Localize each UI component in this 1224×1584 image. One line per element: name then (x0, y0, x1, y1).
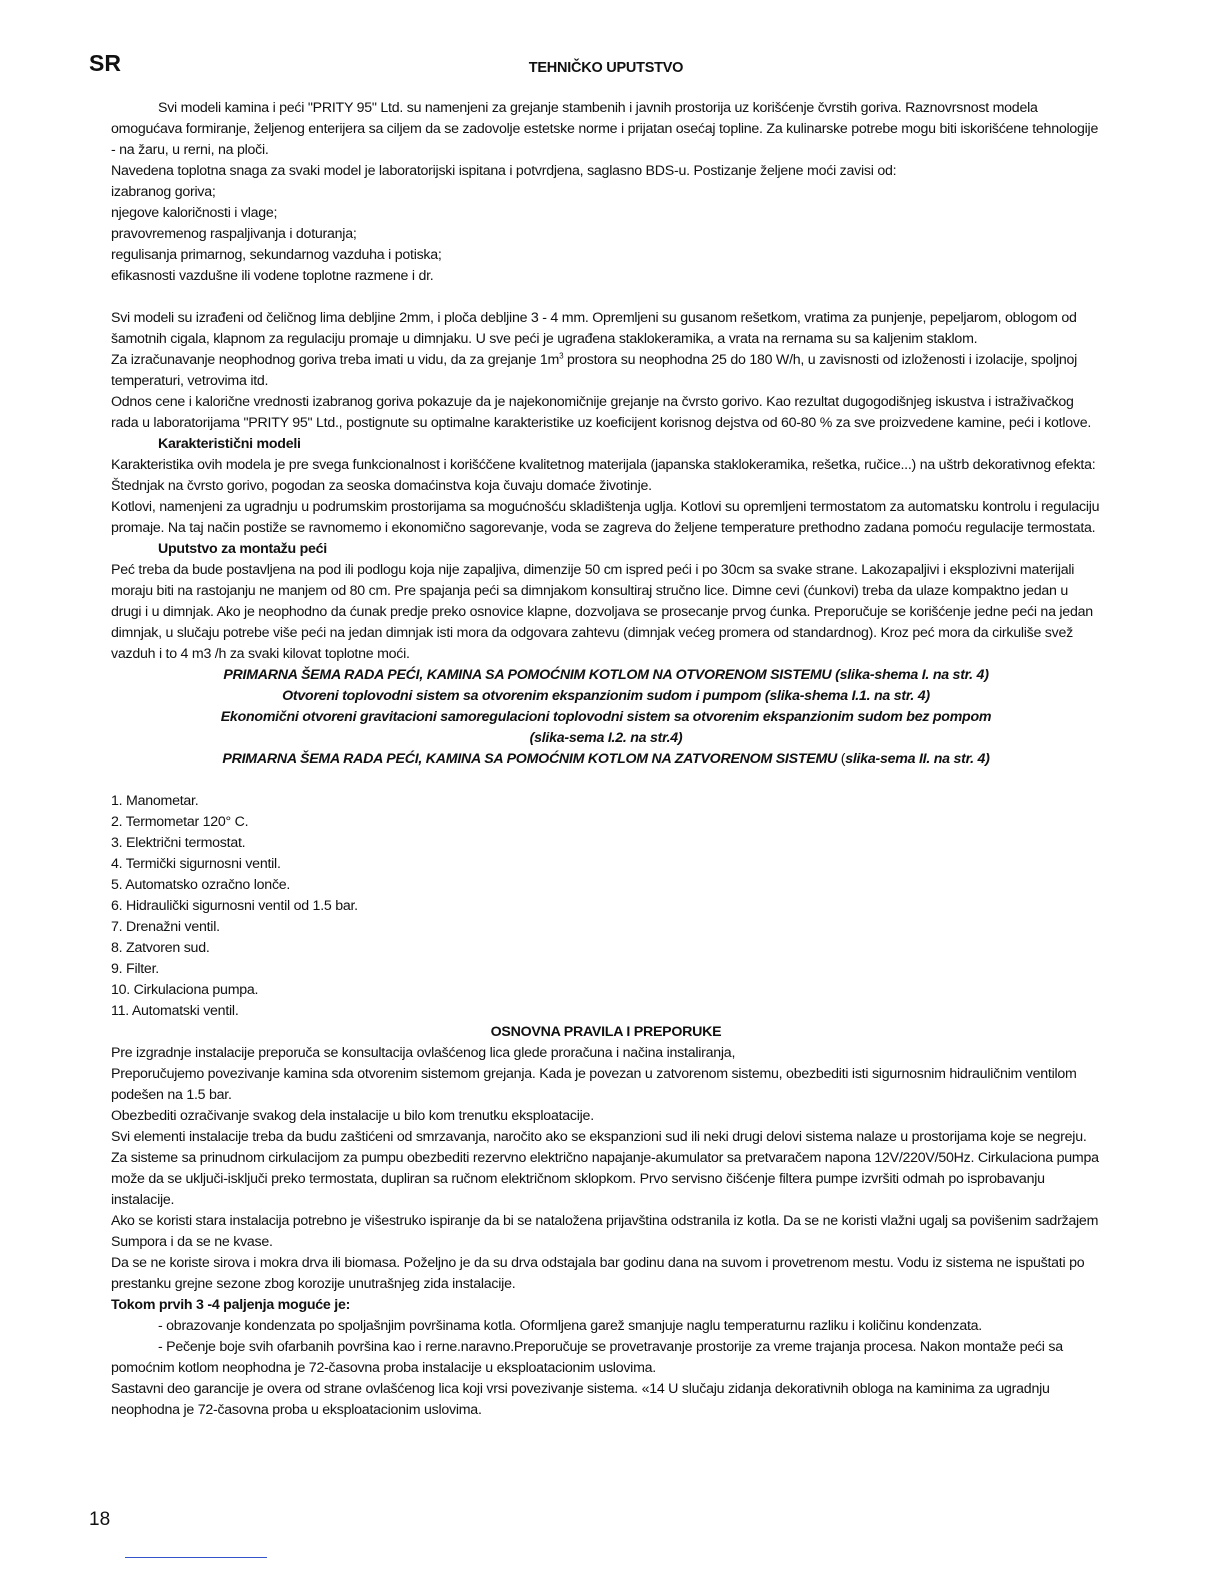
installation-paragraph: Peć treba da bude postavljena na pod ili podlogu koja nije zapaljiva, dimenzije 50 cm ispred peći i po 30cm sa svake strane. Lakozapaljivi i eksplozivni materijali moraju biti na rastojanju ne manjem od 80 cm. Pre spajanja peći sa dimnjakom konsultiraj stručno lice. Dimne cevi (ćunkovi) treba da ulaze kompaktno jedan u drugi i u dimnjak. Ako je neophodno da ćunak predje preko osnovice klapne, dozvoljava se prosecanje prvog ćunka. Preporučuje se korišćenje jedne peći na jedan dimnjak, u slučaju potrebe više peći na jedan dimnjak isti mora da odgovara zahtevu (dimnjak većeg promera od standardnog). Kroz peć mora da cirkuliše svež vazduh i to 4 m3 /h za svaki kilovat toplotne moći. (111, 562, 1093, 662)
intro-paragraph-2: Navedena toplotna snaga za svaki model je laboratorijski ispitana i potvrdjena, saglasno BDS-u. Postizanje željene moći zavisi od: (111, 163, 897, 179)
language-code: SR (89, 50, 121, 76)
scheme-references (111, 665, 1101, 770)
scheme-line-text: PRIMARNA ŠEMA RADA PEĆI, KAMINA SA POMOĆNIM KOTLOM NA ZATVORENOM SISTEMU (222, 751, 838, 767)
footer-divider (125, 1557, 267, 1558)
list-item: 6. Hidraulički sigurnosni ventil od 1.5 bar. (111, 898, 358, 914)
models-paragraph-2: Štednjak na čvrsto gorivo, pogodan za seoska domaćinstva koja čuvaju domaće životinje. (111, 478, 652, 494)
list-item: 9. Filter. (111, 961, 159, 977)
list-item: 4. Termički sigurnosni ventil. (111, 856, 281, 872)
components-list (111, 791, 1101, 1022)
scheme-line: (slika-sema I.2. na str.4) (529, 730, 683, 746)
scheme-line-text: slika-sema II. na str. 4) (845, 751, 990, 767)
list-item: 10. Cirkulaciona pumpa. (111, 982, 259, 998)
scheme-line-paren: ( (837, 751, 846, 767)
document-body (111, 58, 1101, 1421)
construction-paragraph-3: Odnos cene i kalorične vrednosti izabranog goriva pokazuje da je najekonomičnije grejanje na čvrsto gorivo. Kao rezultat dugogodišnjeg iskustva i istraživačkog rada u laboratorijama "PRITY 95" Ltd., postignute su optimalne karakteristike uz koeficijent korisnog dejstva od 60-80 % za sve proizvedene kamine, peći i kotlove. (111, 394, 1092, 431)
scheme-line (111, 749, 1101, 770)
factor-item: efikasnosti vazdušne ili vodene toplotne razmene i dr. (111, 268, 434, 284)
cubic-superscript: 3 (559, 351, 564, 361)
models-paragraph-3: Kotlovi, namenjeni za ugradnju u podrumskim prostorijama sa mogućnošću skladištenja uglja. Kotlovi su opremljeni termostatom za automatsku kontrolu i regulaciju promaje. Na taj način postiže se ravnomemo i ekonomično sagorevanje, voda se zagreva do željene temperature prethodno zadana pomoću regulacije termostata. (111, 499, 1100, 536)
page-number: 18 (89, 1509, 111, 1530)
list-item: 8. Zatvoren sud. (111, 940, 210, 956)
scheme-line: PRIMARNA ŠEMA RADA PEĆI, KAMINA SA POMOĆNIM KOTLOM NA OTVORENOM SISTEMU (slika-shema I. na str. 4) (223, 667, 989, 683)
construction-paragraph-1: Svi modeli su izrađeni od čeličnog lima debljine 2mm, i ploča debljine 3 - 4 mm. Opremljeni su gusanom rešetkom, vratima za punjenje, pepeljarom, oblogom od šamotnih cigala, klapnom za regulaciju promaje u dimnjaku. U sve peći je ugrađena staklokeramika, a vrata na rernama su sa kaljenim staklom. (111, 310, 1077, 347)
first-fires-item: - obrazovanje kondenzata po spoljašnjim površinama kotla. Oformljena garež smanjuje naglu temperaturnu razliku i količinu kondenzata. (158, 1318, 982, 1334)
factor-item: regulisanja primarnog, sekundarnog vazduha i potiska; (111, 247, 442, 263)
list-item: 5. Automatsko ozračno lonče. (111, 877, 291, 893)
list-item: 7. Drenažni ventil. (111, 919, 220, 935)
installation-heading: Uputstvo za montažu peći (158, 541, 327, 557)
factor-item: izabranog goriva; (111, 184, 216, 200)
list-item: 3. Električni termostat. (111, 835, 246, 851)
list-item: 2. Termometar 120° C. (111, 814, 249, 830)
models-heading: Karakteristični modeli (158, 436, 301, 452)
construction-text: Za izračunavanje neophodnog goriva treba imati u vidu, da za grejanje 1m (111, 352, 560, 368)
rules-paragraph: Obezbediti ozračivanje svakog dela instalacije u bilo kom trenutku eksploatacije. (111, 1108, 594, 1124)
first-fires-heading: Tokom prvih 3 -4 paljenja moguće je: (111, 1297, 351, 1313)
construction-text: prostora su neophodna 25 do 180 W/h, u zavisnosti od izloženosti i izolacije, spoljnoj temperaturi, vetrovima itd. (111, 352, 1078, 389)
rules-paragraph: Pre izgradnje instalacije preporuča se konsultacija ovlašćenog lica glede proračuna i načina instaliranja, (111, 1045, 736, 1061)
page-title: TEHNIČKO UPUTSTVO (528, 60, 684, 76)
list-item: 1. Manometar. (111, 793, 199, 809)
rules-paragraph: Ako se koristi stara instalacija potrebno je višestruko ispiranje da bi se nataložena prijavština odstranila iz kotla. Da se ne koristi vlažni ugalj sa povišenim sadržajem Sumpora i da se ne kvase. (111, 1213, 1099, 1250)
list-item: 11. Automatski ventil. (111, 1003, 239, 1019)
construction-paragraph-2 (111, 350, 1101, 392)
scheme-line: Ekonomični otvoreni gravitacioni samoregulacioni toplovodni sistem sa otvorenim ekspanzionim sudom bez pompom (220, 709, 992, 725)
rules-heading: OSNOVNA PRAVILA I PREPORUKE (490, 1024, 722, 1040)
rules-paragraph: Za sisteme sa prinudnom cirkulacijom za pumpu obezbediti rezervno električno napajanje-akumulator sa pretvaračem napona 12V/220V/50Hz. Cirkulaciona pumpa može da se uključi-isključi preko termostata, dupliran sa ručnom električnom sklopkom. Prvo servisno čišćenje filtera pumpe izvršiti odmah po isprobavanju instalacije. (111, 1150, 1099, 1208)
intro-paragraph-1: Svi modeli kamina i peći "PRITY 95" Ltd. su namenjeni za grejanje stambenih i javnih prostorija uz korišćenje čvrstih goriva. Raznovrsnost modela omogućava formiranje, željenog enterijera sa ciljem da se zadovolje estetske norme i prijatan osećaj topline. Za kulinarske potrebe mogu biti iskorišćene tehnologije - na žaru, u rerni, na ploči. (111, 100, 1099, 158)
rules-paragraph: Preporučujemo povezivanje kamina sda otvorenim sistemom grejanja. Kada je povezan u zatvorenom sistemu, obezbediti isti sigurnosnim hidrauličnim ventilom podešen na 1.5 bar. (111, 1066, 1077, 1103)
rules-paragraph: Sastavni deo garancije je overa od strane ovlašćenog lica koji vrsi povezivanje sistema. «14 U slučaju zidanja dekorativnih obloga na kaminima za ugradnju neophodna je 72-časovna proba u eksploatacionim uslovima. (111, 1381, 1050, 1418)
factor-item: pravovremenog raspaljivanja i doturanja; (111, 226, 357, 242)
rules-paragraph: Da se ne koriste sirova i mokra drva ili biomasa. Poželjno je da su drva odstajala bar godinu dana na suvom i provetrenom mestu. Vodu iz sistema ne ispuštati po prestanku grejne sezone zbog korozije unutrašnjeg zida instalacije. (111, 1255, 1085, 1292)
rules-paragraph: Svi elementi instalacije treba da budu zaštićeni od smrzavanja, naročito ako se ekspanzioni sud ili neki drugi delovi sistema nalaze u prostorijama koje se negreju. (111, 1129, 1087, 1145)
first-fires-item: - Pečenje boje svih ofarbanih površina kao i rerne.naravno.Preporučuje se provetravanje prostorije za vreme trajanja procesa. Nakon montaže peći sa pomoćnim kotlom neophodna je 72-časovna proba instalacije u eksploatacionim uslovima. (111, 1339, 1063, 1376)
factor-item: njegove kaloričnosti i vlage; (111, 205, 278, 221)
models-paragraph-1: Karakteristika ovih modela je pre svega funkcionalnost i korišćčene kvalitetnog materijala (japanska staklokeramika, rešetka, ručice...) na uštrb dekorativnog efekta: (111, 457, 1096, 473)
scheme-line: Otvoreni toplovodni sistem sa otvorenim ekspanzionim sudom i pumpom (slika-shema I.1. na str. 4) (282, 688, 930, 704)
